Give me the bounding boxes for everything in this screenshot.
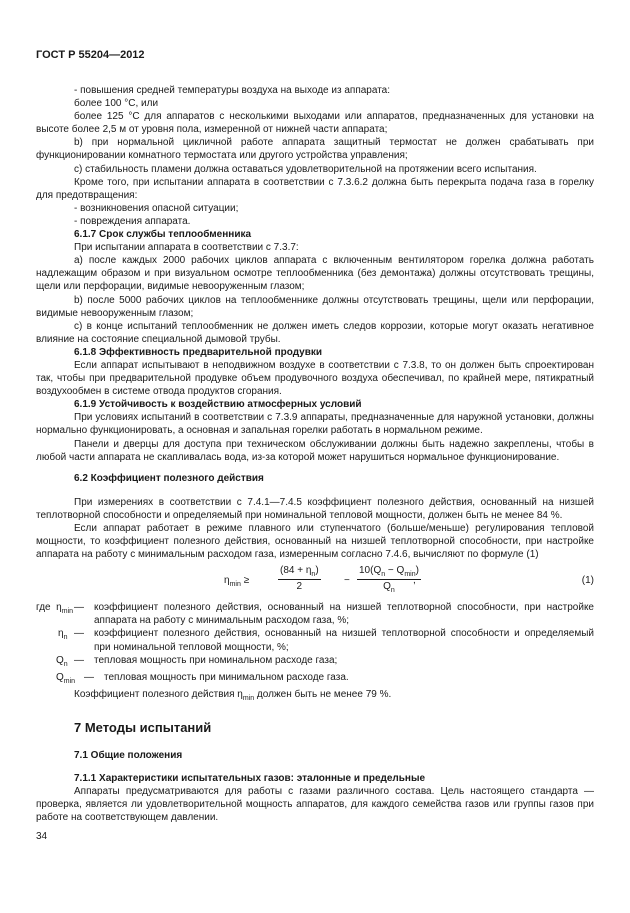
paragraph: - повышения средней температуры воздуха на выходе из аппарата:	[74, 85, 391, 96]
formula-number: (1)	[581, 575, 594, 587]
definition-q-min: $Q_{min}$ — тепловая мощность при минимальном расходе газа.	[56, 671, 349, 685]
paragraph: более 125 °С для аппаратов с несколькими выходами или аппаратов, предназначенных для установки на высоте более 2,5 м от уровня пола, измеренной от нижней части аппарата;	[36, 111, 594, 136]
formula-lhs: $\eta_{min}$ ≥	[224, 575, 250, 589]
paragraph: Кроме того, при испытании аппарата в соответствии с 7.3.6.2 должна быть перекрыта подача газа в горелку для предотвращения:	[36, 176, 594, 201]
formula-minus: −	[344, 575, 350, 587]
section-heading-7-1: 7.1 Общие положения	[74, 749, 183, 761]
paragraph: - повреждения аппарата.	[74, 215, 191, 227]
document-header: ГОСТ Р 55204—2012	[36, 49, 145, 61]
paragraph: а) после каждых 2000 рабочих циклов аппарата с включенным вентилятором горелка должна работать надлежащим образом и при визуальном осмотре теплообменника (без демонтажа) должны отсутствовать трещины, щели или перфорации, видимые невооруженным глазом;	[36, 255, 594, 293]
paragraph: b) после 5000 рабочих циклов на теплообменнике должны отсутствовать трещины, щели или перфорации, видимые невооруженным глазом;	[36, 294, 594, 319]
formula-1	[36, 565, 594, 597]
chapter-heading-7: 7 Методы испытаний	[74, 719, 212, 735]
formula-comma: ,	[413, 575, 416, 587]
subsection-heading-6-1-9: 6.1.9 Устойчивость к воздействию атмосферных условий	[74, 399, 362, 411]
definition-eta-min: где $\eta_{min}$ — коэффициент полезного действия, основанный на низшей теплотворной способности, при настройке аппарата на работу с минимальным расходом газа, %;	[36, 602, 594, 627]
paragraph: Если аппарат испытывают в неподвижном воздухе в соответствии с 7.3.8, то он должен быть спроектирован так, чтобы при предварительной продувке объем продувочного воздуха обеспечивал, по крайней мере, пятикратный воздухообмен в системе отвода продуктов сгорания.	[36, 359, 594, 398]
paragraph: При испытании аппарата в соответствии с 7.3.7:	[74, 242, 299, 254]
definition-eta-n: $\eta_n$ — коэффициент полезного действия, основанный на низшей теплотворной способности и определяемый при номинальной тепловой мощности, %;	[58, 628, 594, 653]
paragraph: более 100 °С, или	[74, 98, 159, 110]
subsection-heading-7-1-1: 7.1.1 Характеристики испытательных газов: эталонные и предельные	[74, 773, 426, 785]
paragraph: с) стабильность пламени должна оставаться удовлетворительной на протяжении всего испытания.	[74, 163, 537, 175]
subsection-heading-6-1-7: 6.1.7 Срок службы теплообменника	[74, 229, 252, 241]
formula-fraction-1: $\frac{(84 + \eta_n)}{2}$	[280, 565, 319, 593]
subsection-heading-6-1-8: 6.1.8 Эффективность предварительной продувки	[74, 346, 323, 358]
formula-fraction-2: $10(Q_n - Q_{min})$ $Q_n$	[359, 565, 419, 595]
document-body	[36, 84, 594, 824]
paragraph: Аппараты предусматриваются для работы с газами различного состава. Цель настоящего стандарта — проверка, является ли удовлетворительной мощность аппаратов, для каждого семейства газов или группы газов при работе на соответствующем давлении.	[36, 786, 594, 824]
paragraph: b) при нормальной цикличной работе аппарата защитный термостат не должен срабатывать при функционировании комнатного термостата или другого устройства управления;	[36, 137, 594, 162]
definition-q-n: $Q_n$ — тепловая мощность при номинальном расходе газа;	[56, 654, 338, 668]
paragraph: Если аппарат работает в режиме плавного или ступенчатого (больше/меньше) регулирования тепловой мощности, то коэффициент полезного действия, основанный на низшей теплотворной способности, при настройке аппарата на работу с минимальным расходом газа, измеренным согласно 7.4.6, вычисляют по формуле (1)	[36, 523, 594, 561]
paragraph: Панели и дверцы для доступа при техническом обслуживании должны быть надежно закреплены, чтобы в любой части аппарата не скапливалась вода, из-за которой может нарушиться нормальное функционирование.	[36, 438, 594, 463]
section-heading-6-2: 6.2 Коэффициент полезного действия	[74, 472, 264, 484]
page-number: 34	[36, 831, 48, 842]
paragraph: - возникновения опасной ситуации;	[74, 202, 239, 214]
paragraph: При условиях испытаний в соответствии с 7.3.9 аппараты, предназначенные для наружной установки, должны нормально функционировать, а основная и запальная горелки работать в нормальном режиме.	[36, 412, 594, 437]
paragraph: Коэффициент полезного действия $\eta_{min}$ должен быть не менее 79 %.	[74, 688, 392, 702]
paragraph: При измерениях в соответствии с 7.4.1—7.4.5 коэффициент полезного действия, основанный на низшей теплотворной способности и определяемый при номинальной тепловой мощности, должен быть не менее 84 %.	[36, 496, 594, 521]
paragraph: с) в конце испытаний теплообменник не должен иметь следов коррозии, которые могут оказать негативное влияние на состояние специальной дымовой трубы.	[36, 320, 594, 345]
